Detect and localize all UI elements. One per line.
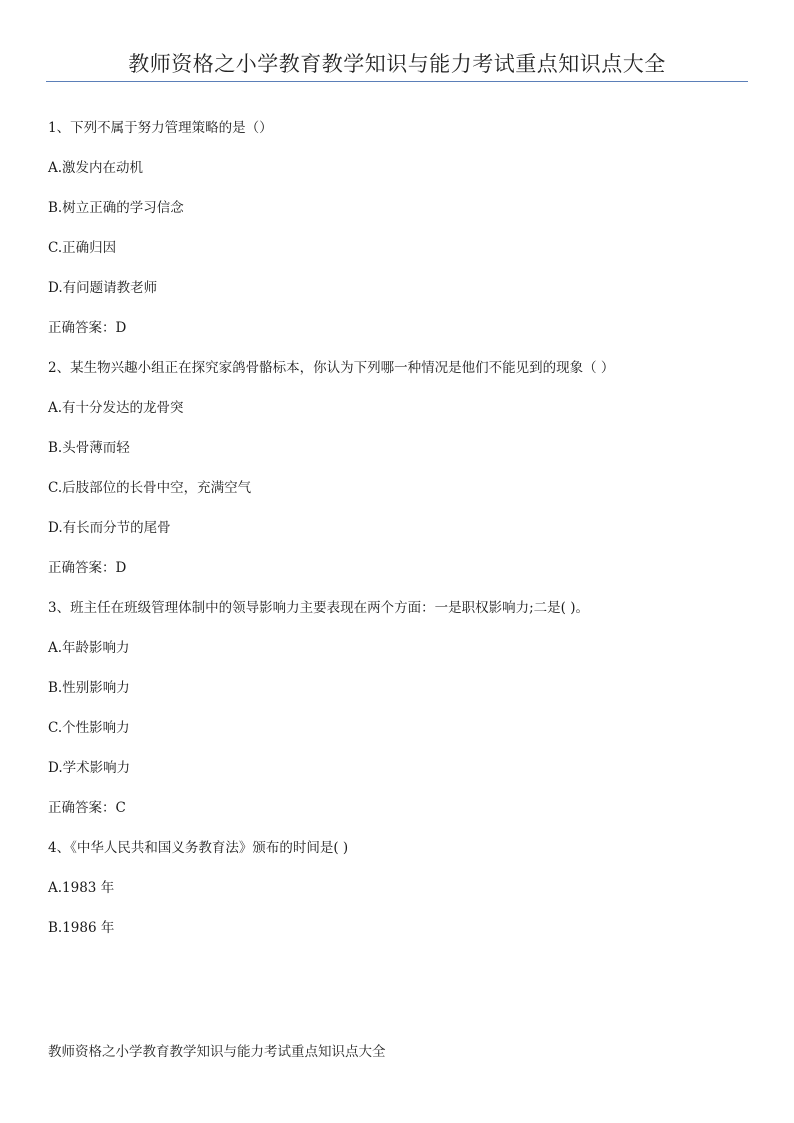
question-3-option-c: C.个性影响力 bbox=[48, 720, 130, 736]
question-2-option-b: B.头骨薄而轻 bbox=[48, 440, 130, 456]
page-footer: 教师资格之小学教育教学知识与能力考试重点知识点大全 bbox=[48, 1044, 386, 1060]
question-1-option-c: C.正确归因 bbox=[48, 240, 117, 256]
question-3-answer: 正确答案：C bbox=[48, 800, 126, 816]
question-3-option-b: B.性别影响力 bbox=[48, 680, 130, 696]
question-3-option-a: A.年龄影响力 bbox=[48, 640, 130, 656]
page-title: 教师资格之小学教育教学知识与能力考试重点知识点大全 bbox=[128, 52, 666, 76]
question-2-answer: 正确答案：D bbox=[48, 560, 127, 576]
question-1-option-b: B.树立正确的学习信念 bbox=[48, 200, 184, 216]
question-1-option-a: A.激发内在动机 bbox=[48, 160, 144, 176]
question-1-stem: 1、下列不属于努力管理策略的是（） bbox=[48, 120, 273, 136]
question-3-option-d: D.学术影响力 bbox=[48, 760, 131, 776]
question-2-option-a: A.有十分发达的龙骨突 bbox=[48, 400, 184, 416]
question-list bbox=[48, 118, 748, 958]
question-1-answer: 正确答案：D bbox=[48, 320, 127, 336]
question-2-stem: 2、某生物兴趣小组正在探究家鸽骨骼标本，你认为下列哪一种情况是他们不能见到的现象（ ） bbox=[48, 360, 615, 376]
question-1-option-d: D.有问题请教老师 bbox=[48, 280, 158, 296]
question-3-stem: 3、班主任在班级管理体制中的领导影响力主要表现在两个方面：一是职权影响力;二是( )。 bbox=[48, 600, 589, 616]
question-4-option-b: B.1986 年 bbox=[48, 920, 115, 936]
question-2-option-d: D.有长而分节的尾骨 bbox=[48, 520, 171, 536]
question-4-option-a: A.1983 年 bbox=[48, 880, 115, 896]
question-4-stem: 4、《中华人民共和国义务教育法》颁布的时间是( ) bbox=[48, 840, 349, 856]
header-divider bbox=[46, 81, 748, 82]
question-2-option-c: C.后肢部位的长骨中空，充满空气 bbox=[48, 480, 252, 496]
